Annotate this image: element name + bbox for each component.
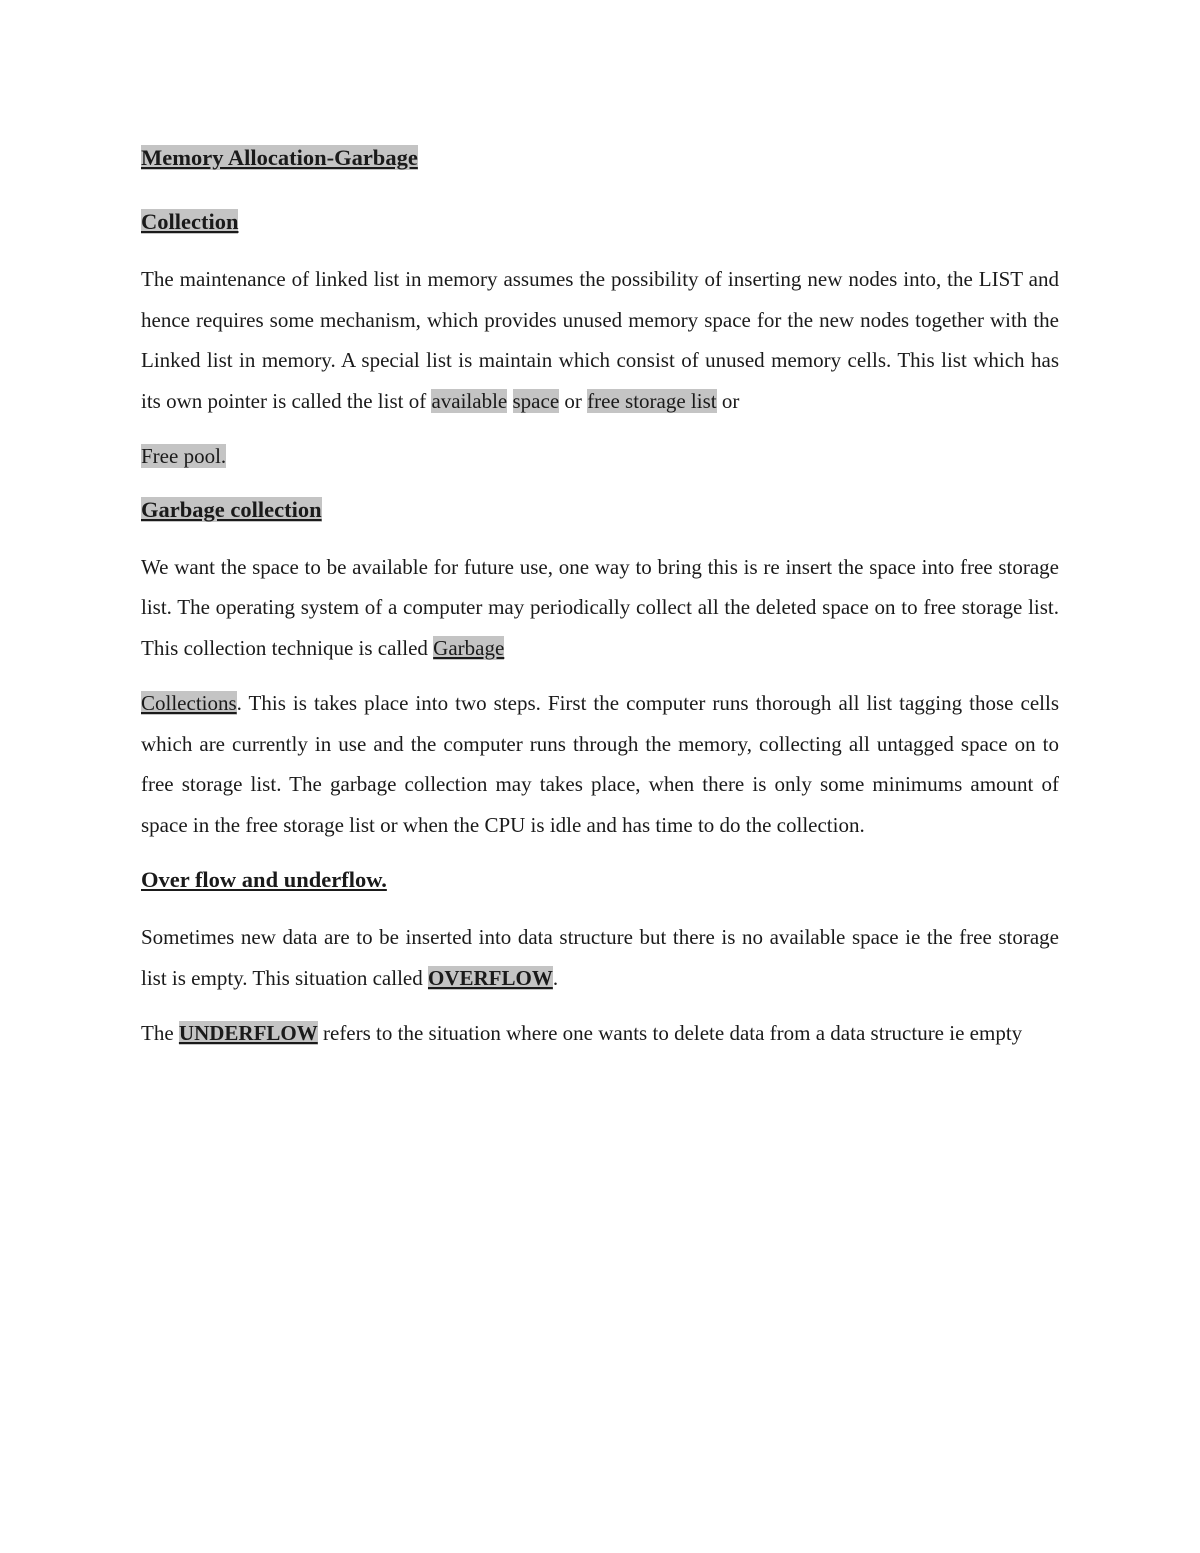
- term-space: space: [512, 388, 560, 413]
- title-line-1-text: Memory Allocation-Garbage: [141, 145, 418, 170]
- term-overflow: OVERFLOW: [427, 965, 553, 990]
- title-line-2-text: Collection: [141, 209, 239, 234]
- underflow-start: The: [141, 1021, 179, 1045]
- garbage-p2-text: . This is takes place into two steps. First the computer runs thorough all list tagging those cells which are currently in use and the computer runs through the memory, collecting all untagged space on to free storage list. The garbage collection may takes place, when there is only some minimums amount of space in the free storage list or when the CPU is idle and has time to do the collection.: [141, 691, 1059, 837]
- title-line-1: [141, 140, 1059, 176]
- intro-text-2: or: [559, 388, 588, 413]
- overflow-p1-end: .: [552, 965, 559, 990]
- term-free-pool: Free pool.: [141, 444, 227, 468]
- garbage-paragraph-1: [141, 547, 1059, 669]
- garbage-p1-text: We want the space to be available for future use, one way to bring this is re insert the space into free storage list. The operating system of a computer may periodically collect all the deleted space on to free storage list. This collection technique is called: [141, 554, 1059, 660]
- term-free-storage-list: free storage list: [587, 388, 717, 413]
- intro-text-3: or: [716, 388, 740, 413]
- underflow-paragraph: [141, 1013, 1059, 1054]
- term-garbage: Garbage: [433, 635, 505, 660]
- term-collections: Collections: [141, 691, 237, 715]
- underflow-text: refers to the situation where one wants to delete data from a data structure ie empty: [317, 1021, 1023, 1045]
- garbage-heading: [141, 492, 1059, 528]
- overflow-heading-text: Over flow and underflow.: [141, 867, 387, 892]
- garbage-heading-text: Garbage collection: [141, 496, 322, 522]
- intro-text-1: The maintenance of linked list in memory assumes the possibility of inserting new nodes into, the LIST and hence requires some mechanism, which provides unused memory space for the new nodes together with the Linked list in memory. A special list is maintain which consist of unused memory cells. This list which has its own pointer is called the list of: [141, 267, 1059, 413]
- term-available: available: [431, 388, 508, 413]
- term-underflow: UNDERFLOW: [178, 1021, 318, 1045]
- intro-paragraph: [141, 259, 1059, 421]
- overflow-paragraph-1: [141, 917, 1059, 998]
- overflow-heading: [141, 862, 1059, 898]
- overflow-p1-text: Sometimes new data are to be inserted into data structure but there is no available space ie the free storage list is empty. This situation called: [141, 925, 1059, 990]
- garbage-paragraph-2: [141, 683, 1059, 845]
- title-line-2: [141, 204, 1059, 240]
- free-pool-paragraph: [141, 436, 1059, 477]
- document-page: [141, 140, 1059, 1054]
